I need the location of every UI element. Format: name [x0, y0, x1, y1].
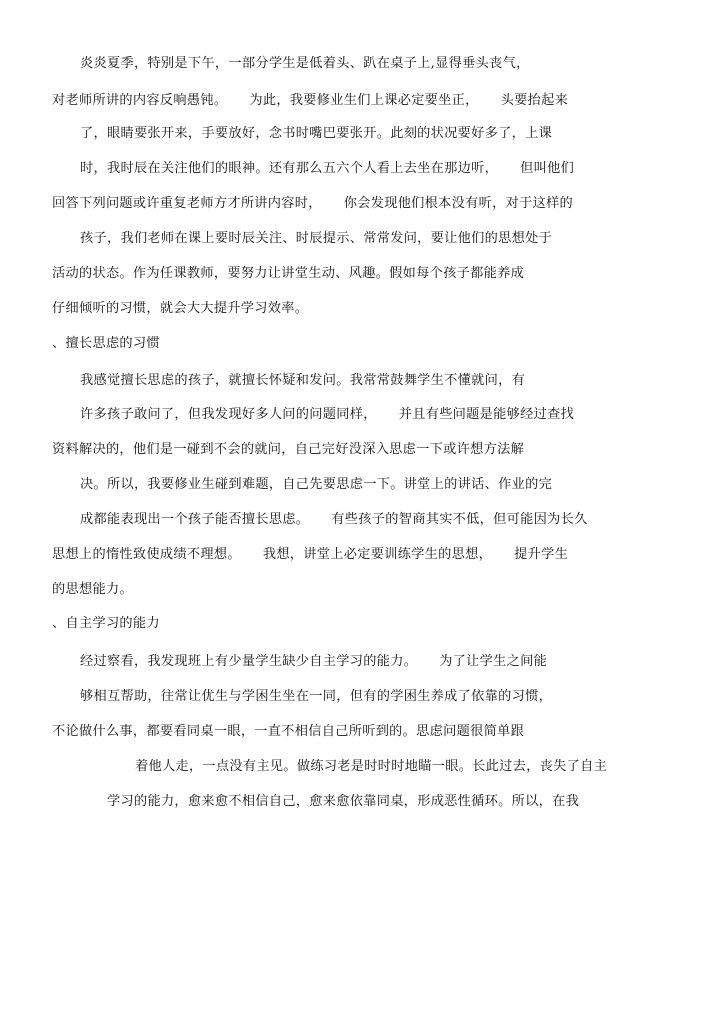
- text-segment: 你会发现他们根本没有听，对于这样的: [343, 196, 574, 211]
- text-segment: 思想上的惰性致使成绩不理想。: [52, 547, 241, 562]
- text-segment: 为此，我要修业生们上课必定要坐正，: [249, 93, 479, 108]
- text-segment: 资料解决的，他们是一碰到不会的就问，自己完好没深入思虑一下或许想方法解: [52, 442, 525, 457]
- text-line: [52, 265, 524, 283]
- text-segment: 孩子，我们老师在课上要时辰关注、时辰提示、常常发问，要让他们的思想处于: [80, 231, 553, 246]
- text-line: [80, 688, 552, 706]
- text-segment: 回答下列问题或许重复老师方才所讲内容时，: [52, 196, 322, 211]
- text-segment: 够相互帮助，往常让优生与学困生坐在一同，但有的学困生养成了依靠的习惯，: [80, 689, 553, 704]
- text-segment: 决。所以，我要修业生碰到难题，自己先要思虑一下。讲堂上的讲话、作业的完: [80, 477, 553, 492]
- text-line: [80, 406, 574, 424]
- text-segment: 头要抬起来: [500, 93, 569, 108]
- text-line: [52, 300, 308, 318]
- text-line: [80, 653, 547, 671]
- text-segment: 炎炎夏季，特别是下午，一部分学生是低着头、趴在桌子上,显得垂头丧气，: [80, 56, 530, 71]
- text-segment: 时，我时辰在关注他们的眼神。还有那么五六个人看上去坐在那边听，: [80, 161, 499, 176]
- text-segment: 成都能表现出一个孩子能否擅长思虑。: [80, 512, 310, 527]
- text-segment: 许多孩子敢问了，但我发现好多人问的问题同样，: [80, 407, 377, 422]
- heading-text: 、自主学习的能力: [52, 616, 160, 631]
- text-segment: 对老师所讲的内容反响愚钝。: [52, 93, 228, 108]
- text-segment: 的思想能力。: [52, 582, 133, 597]
- section-heading: [52, 335, 160, 353]
- text-segment: 我感觉擅长思虑的孩子，就擅长怀疑和发问。我常常鼓舞学生不懂就问，有: [80, 373, 526, 388]
- section-heading: [52, 615, 160, 633]
- text-line: [80, 511, 588, 529]
- text-line: [52, 581, 133, 599]
- text-line: [52, 723, 524, 741]
- text-line: [80, 476, 552, 494]
- text-segment: 活动的状态。作为任课教师，要努力让讲堂生动、风趣。假如每个孩子都能养成: [52, 266, 525, 281]
- text-line: [80, 55, 530, 73]
- text-segment: 学习的能力，愈来愈不相信自己，愈来愈依靠同桌，形成恶性循环。所以，在我: [107, 794, 580, 809]
- text-segment: 我想，讲堂上必定要训练学生的思想，: [262, 547, 493, 562]
- text-segment: 并且有些问题是能够经过查找: [398, 407, 575, 422]
- heading-text: 、擅长思虑的习惯: [52, 336, 160, 351]
- text-segment: 不论做什么事，都要看同桌一眼，一直不相信自己所听到的。思虑问题很简单跟: [52, 724, 525, 739]
- text-segment: 但叫他们: [520, 161, 575, 176]
- text-segment: 了，眼睛要张开来，手要放好，念书时嘴巴要张开。此刻的状况要好多了，上课: [80, 126, 553, 141]
- text-line: [80, 125, 552, 143]
- text-segment: 提升学生: [514, 547, 569, 562]
- text-segment: 仔细倾听的习惯，就会大大提升学习效率。: [52, 301, 309, 316]
- text-line: [52, 195, 573, 213]
- text-line: [52, 92, 568, 110]
- text-line: [135, 758, 607, 776]
- text-segment: 为了让学生之间能: [439, 654, 548, 669]
- text-line: [80, 160, 574, 178]
- text-segment: 着他人走，一点没有主见。做练习老是时时时地瞄一眼。长此过去，丧失了自主: [135, 759, 608, 774]
- text-line: [80, 230, 552, 248]
- text-line: [52, 441, 524, 459]
- text-line: [107, 793, 579, 811]
- text-line: [80, 372, 525, 390]
- text-segment: 经过察看，我发现班上有少量学生缺少自主学习的能力。: [80, 654, 418, 669]
- text-segment: 有些孩子的智商其实不低，但可能因为长久: [331, 512, 588, 527]
- text-line: [52, 546, 568, 564]
